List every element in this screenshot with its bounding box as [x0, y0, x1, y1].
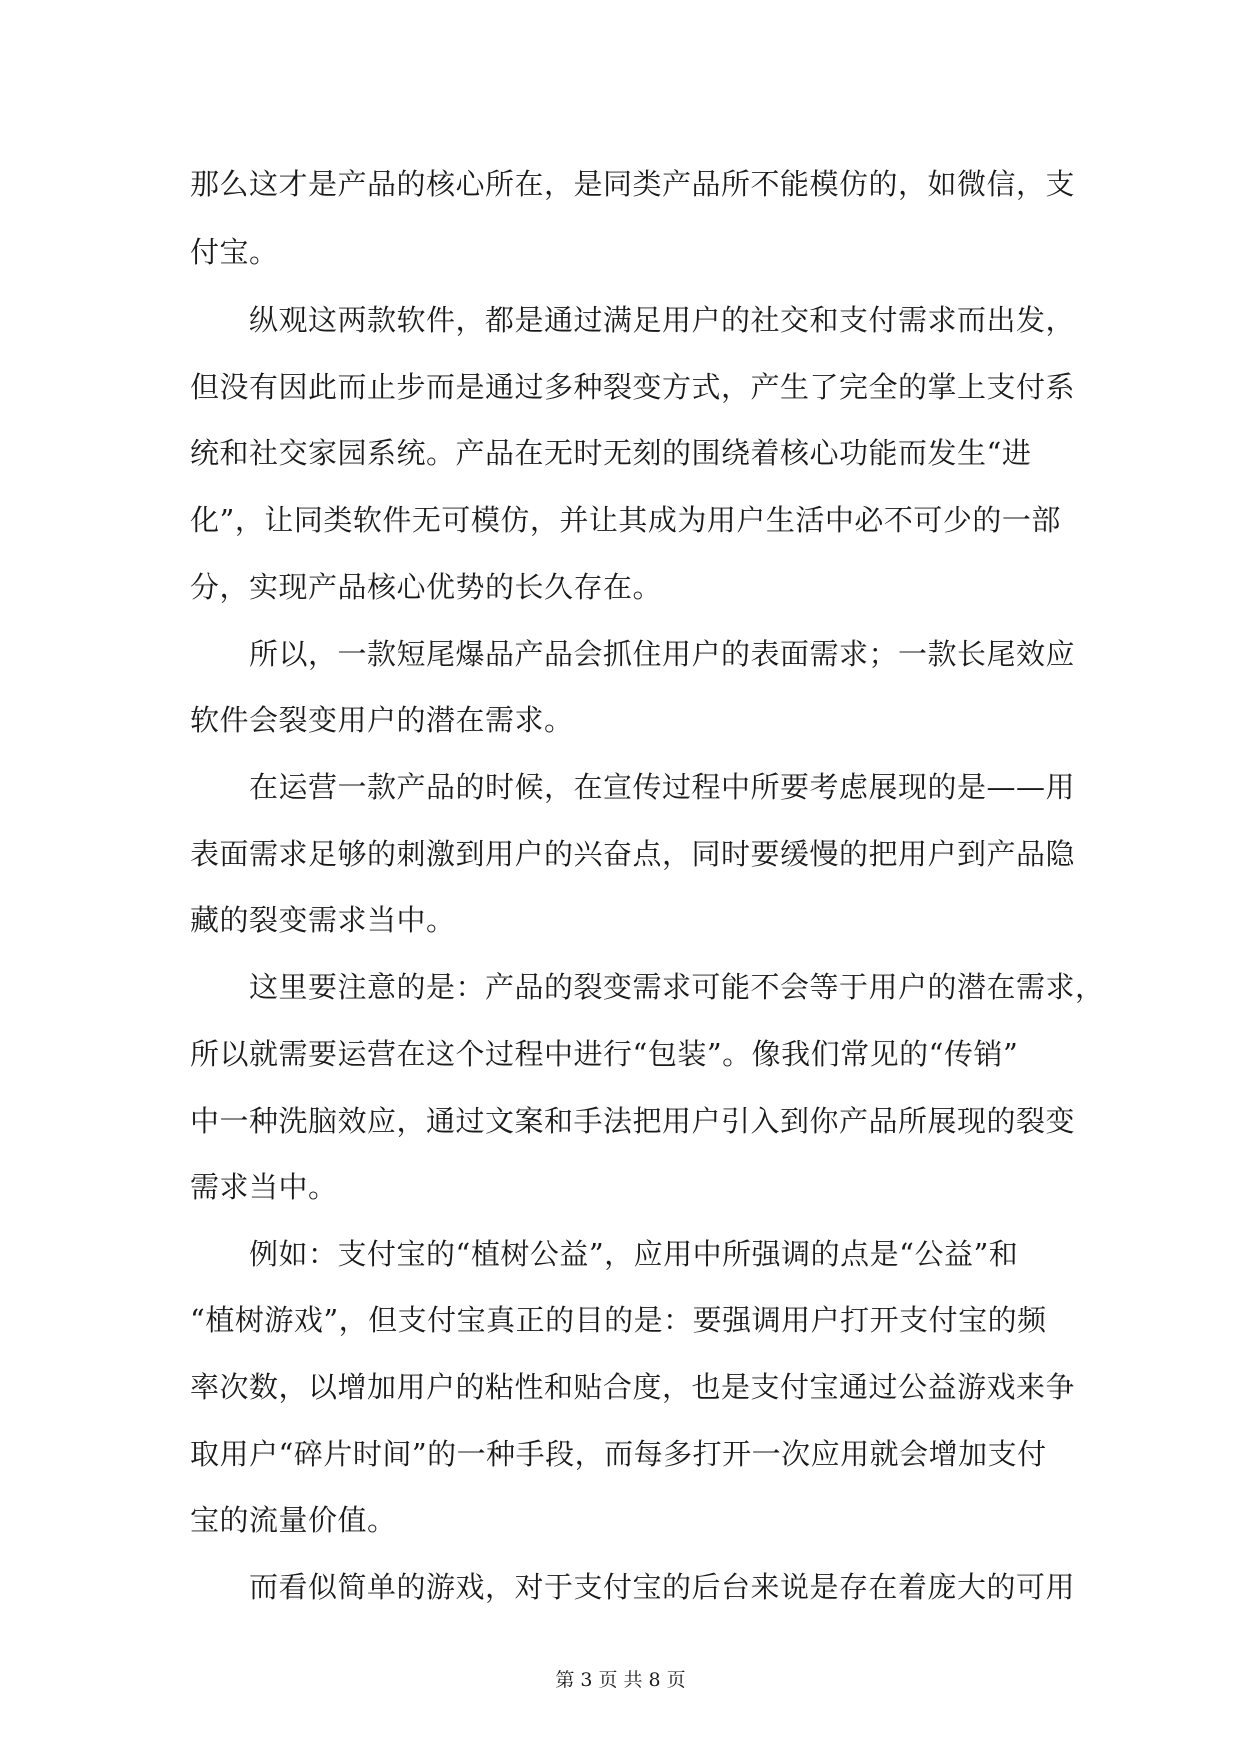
text-line: 在运营一款产品的时候，在宣传过程中所要考虑展现的是——用 [190, 770, 1076, 804]
text-line: 这里要注意的是：产品的裂变需求可能不会等于用户的潜在需求， [190, 970, 1105, 1004]
text-line: 表面需求足够的刺激到用户的兴奋点，同时要缓慢的把用户到产品隐 [190, 837, 1076, 871]
text-line: 但没有因此而止步而是通过多种裂变方式，产生了完全的掌上支付系 [190, 370, 1076, 404]
text-line: 而看似简单的游戏，对于支付宝的后台来说是存在着庞大的可用 [190, 1570, 1076, 1604]
page-number-footer: 第 3 页 共 8 页 [555, 1669, 686, 1691]
text-line: 软件会裂变用户的潜在需求。 [190, 703, 574, 737]
text-line: 例如：支付宝的“植树公益”，应用中所强调的点是“公益”和 [190, 1237, 1019, 1271]
text-line: “植树游戏”，但支付宝真正的目的是：要强调用户打开支付宝的频 [190, 1303, 1047, 1337]
text-line: 取用户“碎片时间”的一种手段，而每多打开一次应用就会增加支付 [190, 1437, 1047, 1471]
text-line: 需求当中。 [190, 1170, 338, 1204]
text-line: 统和社交家园系统。产品在无时无刻的围绕着核心功能而发生“进 [190, 436, 1032, 470]
text-line: 所以就需要运营在这个过程中进行“包装”。像我们常见的“传销” [190, 1037, 1019, 1071]
text-line: 藏的裂变需求当中。 [190, 903, 456, 937]
text-line: 所以，一款短尾爆品产品会抓住用户的表面需求；一款长尾效应 [190, 637, 1076, 671]
text-line: 那么这才是产品的核心所在，是同类产品所不能模仿的，如微信，支 [190, 167, 1076, 201]
text-line: 宝的流量价值。 [190, 1503, 397, 1537]
text-line: 率次数，以增加用户的粘性和贴合度，也是支付宝通过公益游戏来争 [190, 1370, 1076, 1404]
text-line: 付宝。 [190, 235, 279, 269]
text-line: 分，实现产品核心优势的长久存在。 [190, 570, 663, 604]
text-line: 中一种洗脑效应，通过文案和手法把用户引入到你产品所展现的裂变 [190, 1104, 1076, 1138]
text-line: 化”，让同类软件无可模仿，并让其成为用户生活中必不可少的一部 [190, 503, 1061, 537]
text-line: 纵观这两款软件，都是通过满足用户的社交和支付需求而出发， [190, 303, 1076, 337]
